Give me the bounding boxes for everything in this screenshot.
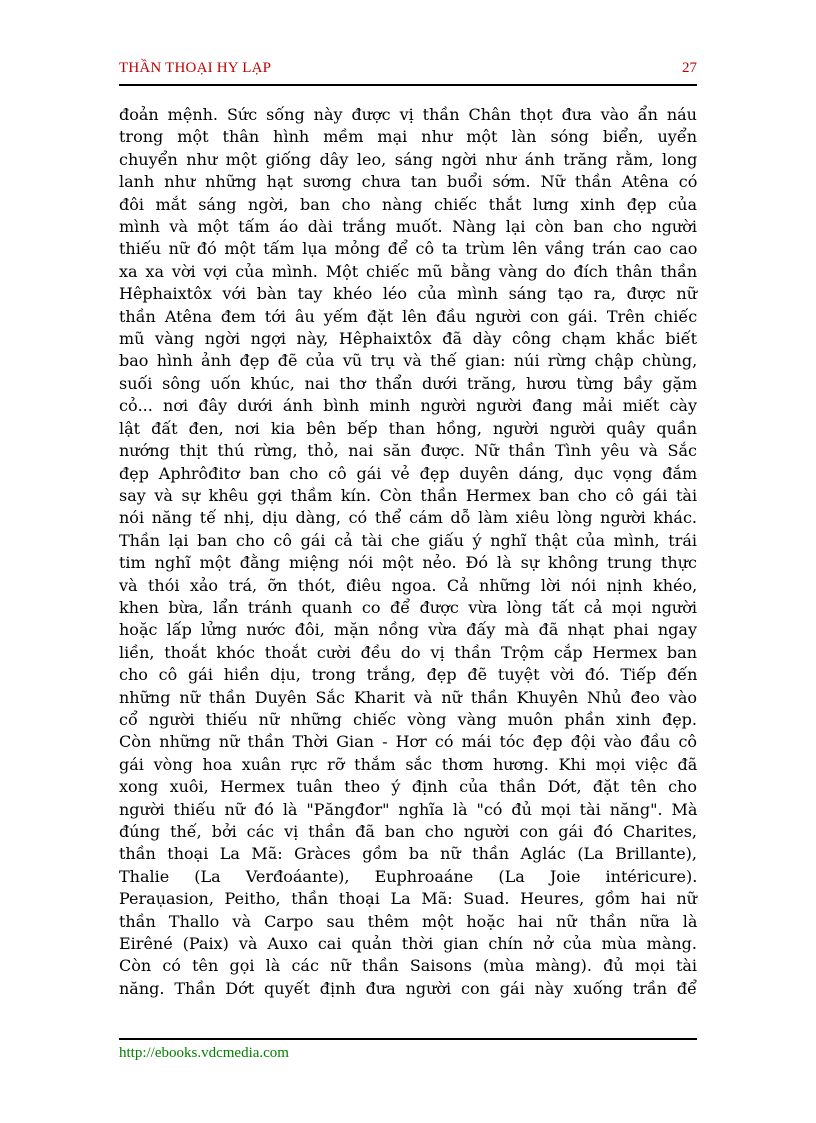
body-text bbox=[119, 104, 697, 1000]
text-line: khen bừa, lẩn tránh quanh co để được vừa lòng tất cả mọi người bbox=[119, 597, 697, 617]
text-line: suối sông uốn khúc, nai thơ thẩn dưới trăng, hươu từng bầy gặm bbox=[119, 373, 698, 393]
text-line: Hêphaixtôx với bàn tay khéo léo của mình sáng tạo ra, được nữ bbox=[119, 284, 697, 304]
text-line: tim nghĩ một đằng miệng nói một nẻo. Đó là sự không trung thực bbox=[119, 553, 697, 573]
text-line: bao hình ảnh đẹp đẽ của vũ trụ và thế gian: núi rừng chập chùng, bbox=[119, 351, 698, 371]
text-line: Eirêné (Paix) và Auxo cai quản thời gian chín nở của mùa màng. bbox=[119, 934, 697, 954]
text-line: cho cô gái hiền dịu, trong trắng, đẹp đẽ tuyệt vời đó. Tiếp đến bbox=[119, 665, 698, 685]
text-line: Peraụasion, Peitho, thần thoại La Mã: Suad. Heures, gồm hai nữ bbox=[119, 889, 697, 909]
text-line: Thalie (La Verđoáante), Euphroaáne (La Joie intéricure). bbox=[119, 866, 698, 886]
text-line: lanh như những hạt sương chưa tan buổi sớm. Nữ thần Atêna có bbox=[119, 172, 698, 192]
text-line: xong xuôi, Hermex tuân theo ý định của thần Dớt, đặt tên cho bbox=[119, 777, 697, 797]
text-line: đúng thế, bởi các vị thần đã ban cho người con gái đó Charites, bbox=[119, 822, 697, 841]
text-line: say và sự khêu gợi thầm kín. Còn thần Hermex ban cho cô gái tài bbox=[119, 485, 698, 505]
page-number: 27 bbox=[682, 60, 697, 76]
header-divider bbox=[119, 84, 697, 86]
text-line: lật đất đen, nơi kia bên bếp than hồng, người người quây quần bbox=[119, 418, 697, 438]
text-line: năng. Thần Dớt quyết định đưa người con gái này xuống trần để bbox=[119, 978, 697, 998]
text-line: thần Thallo và Carpo sau thêm một hoặc hai nữ thần nữa là bbox=[119, 911, 698, 931]
text-line: Thần lại ban cho cô gái cả tài che giấu ý nghĩ thật của mình, trái bbox=[119, 530, 697, 550]
text-line: đẹp Aphrôđitơ ban cho cô gái vẻ đẹp duyên dáng, dục vọng đắm bbox=[119, 463, 698, 483]
text-line: thiếu nữ đó một tấm lụa mỏng để cô ta trùm lên vầng trán cao cao bbox=[119, 239, 698, 259]
page-header bbox=[119, 60, 697, 84]
text-line: Còn những nữ thần Thời Gian - Hơr có mái tóc đẹp đội vào đầu cô bbox=[119, 732, 698, 752]
text-line: mũ vàng ngời ngợi này, Hêphaixtôx đã dày công chạm khắc biết bbox=[119, 329, 697, 349]
text-line: hoặc lấp lửng nước đôi, mặn nồng vừa đấy mà đã nhạt phai ngay bbox=[119, 620, 697, 640]
text-line: người thiếu nữ đó là "Păngđor" nghĩa là "có đủ mọi tài năng". Mà bbox=[119, 799, 698, 819]
text-line: mình và một tấm áo dài trắng muốt. Nàng lại còn ban cho người bbox=[119, 217, 697, 237]
text-line: đôi mắt sáng ngời, ban cho nàng chiếc thắt lưng xinh đẹp của bbox=[119, 194, 697, 214]
text-line: cỏ... nơi đây dưới ánh bình minh người người đang mải miết cày bbox=[119, 396, 697, 416]
text-line: đoản mệnh. Sức sống này được vị thần Chân thọt đưa vào ẩn náu bbox=[119, 105, 697, 124]
text-line: cổ người thiếu nữ những chiếc vòng vàng muôn phần xinh đẹp. bbox=[119, 709, 697, 729]
text-line: xa xa vời vợi của mình. Một chiếc mũ bằng vàng do đích thân thần bbox=[119, 261, 698, 281]
text-line: liền, thoắt khóc thoắt cười đều do vị thần Trộm cắp Hermex ban bbox=[119, 642, 697, 662]
text-line: trong một thân hình mềm mại như một làn sóng biển, uyển bbox=[119, 127, 697, 147]
text-line: thần Atêna đem tới âu yếm đặt lên đầu người con gái. Trên chiếc bbox=[119, 306, 698, 326]
text-line: Còn có tên gọi là các nữ thần Saisons (mùa màng). đủ mọi tài bbox=[119, 956, 698, 976]
text-line: và thói xảo trá, ỡn thót, điêu ngoa. Cả những lời nói nịnh khéo, bbox=[119, 575, 698, 595]
text-line: gái vòng hoa xuân rực rỡ thắm sắc thơm hương. Khi mọi việc đã bbox=[119, 754, 698, 774]
footer-link[interactable]: http://ebooks.vdcmedia.com bbox=[119, 1045, 289, 1061]
book-title: THẦN THOẠI HY LẠP bbox=[119, 60, 272, 76]
text-line: những nữ thần Duyên Sắc Kharit và nữ thần Khuyên Nhủ đeo vào bbox=[119, 687, 697, 707]
footer-divider bbox=[119, 1038, 697, 1040]
text-line: nói năng tế nhị, dịu dàng, có thể cám dỗ làm xiêu lòng người khác. bbox=[119, 508, 697, 528]
text-line: nướng thịt thú rừng, thỏ, nai săn được. Nữ thần Tình yêu và Sắc bbox=[119, 441, 697, 461]
text-line: thần thoại La Mã: Gràces gồm ba nữ thần Aglác (La Brillante), bbox=[119, 844, 697, 864]
text-line: chuyển như một giống dây leo, sáng ngời như ánh trăng rằm, long bbox=[119, 149, 698, 169]
